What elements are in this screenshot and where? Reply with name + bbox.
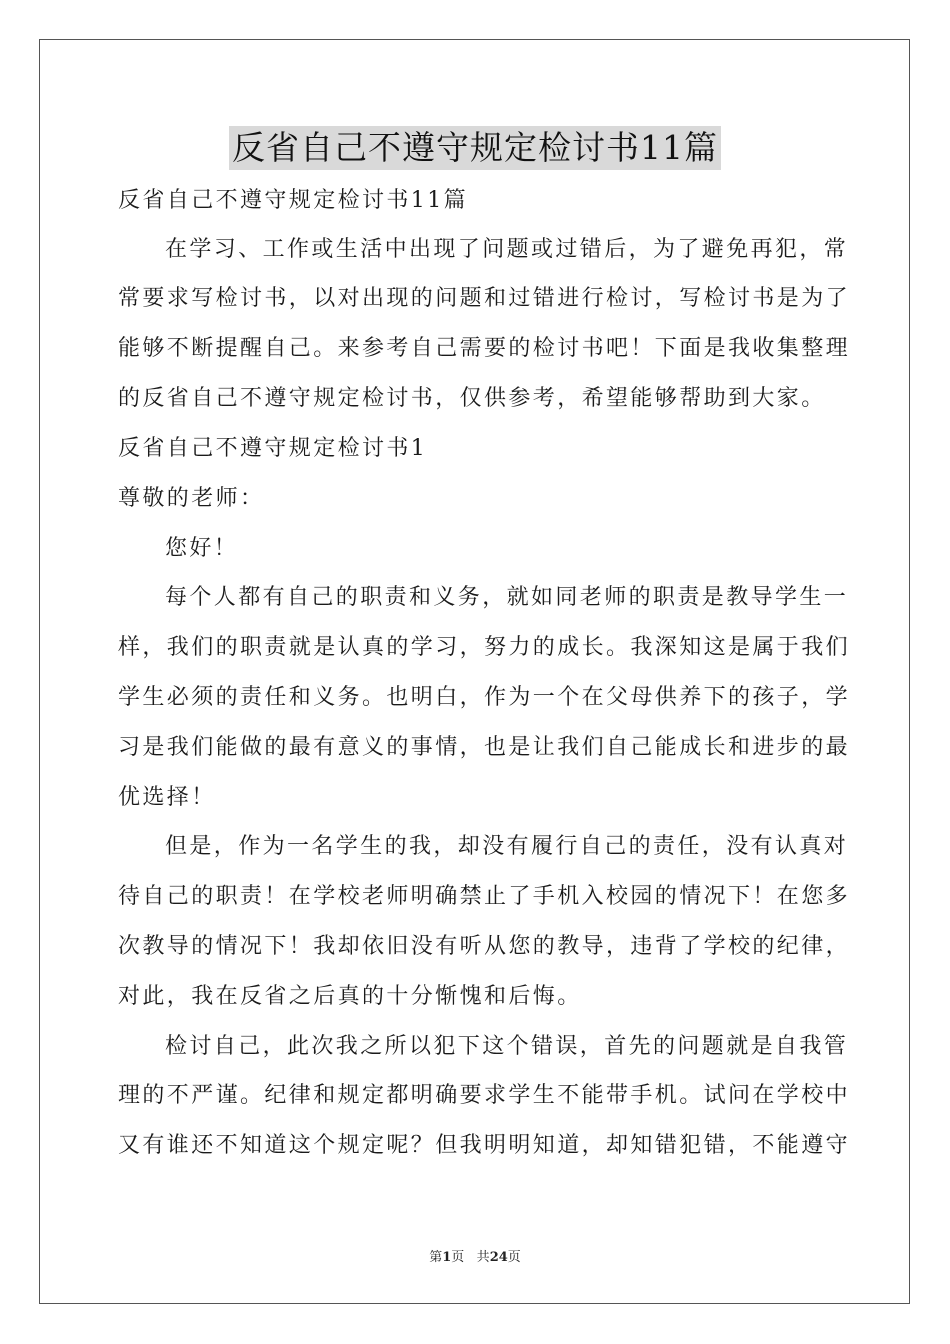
paragraph-line: 优选择！: [118, 785, 216, 810]
paragraph-line: 能够不断提醒自己。来参考自己需要的检讨书吧！下面是我收集整理: [118, 336, 851, 361]
paragraph-line: 样，我们的职责就是认真的学习，努力的成长。我深知这是属于我们: [118, 635, 851, 660]
paragraph-line: 但是，作为一名学生的我，却没有履行自己的责任，没有认真对: [165, 834, 849, 859]
page-suffix: 页: [451, 1250, 465, 1265]
paragraph-line: 学生必须的责任和义务。也明白，作为一个在父母供养下的孩子，学: [118, 685, 851, 710]
paragraph-line: 对此，我在反省之后真的十分惭愧和后悔。: [118, 984, 582, 1009]
total-suffix: 页: [507, 1250, 521, 1265]
page-total: 24: [489, 1250, 508, 1265]
page-prefix: 第: [429, 1250, 443, 1265]
page-current: 1: [442, 1250, 452, 1265]
salutation: 尊敬的老师：: [118, 486, 265, 511]
page-footer: [0, 1246, 950, 1265]
greeting: 您好！: [165, 536, 239, 561]
page-border: [39, 39, 910, 1304]
title-container: [0, 126, 950, 170]
paragraph-line: 待自己的职责！在学校老师明确禁止了手机入校园的情况下！在您多: [118, 884, 851, 909]
paragraph-line: 每个人都有自己的职责和义务，就如同老师的职责是教导学生一: [165, 585, 849, 610]
paragraph-line: 次教导的情况下！我却依旧没有听从您的教导，违背了学校的纪律，: [118, 934, 851, 959]
total-prefix: 共: [476, 1250, 490, 1265]
paragraph-line: 常要求写检讨书，以对出现的问题和过错进行检讨，写检讨书是为了: [118, 286, 851, 311]
paragraph-line: 理的不严谨。纪律和规定都明确要求学生不能带手机。试问在学校中: [118, 1083, 851, 1108]
section-heading: 反省自己不遵守规定检讨书1: [118, 436, 428, 461]
paragraph-line: 习是我们能做的最有意义的事情，也是让我们自己能成长和进步的最: [118, 735, 851, 760]
document-title: 反省自己不遵守规定检讨书11篇: [229, 126, 721, 170]
subtitle-line: 反省自己不遵守规定检讨书11篇: [118, 188, 468, 213]
paragraph-line: 的反省自己不遵守规定检讨书，仅供参考，希望能够帮助到大家。: [118, 386, 826, 411]
paragraph-line: 检讨自己，此次我之所以犯下这个错误，首先的问题就是自我管: [165, 1034, 849, 1059]
paragraph-line: 在学习、工作或生活中出现了问题或过错后，为了避免再犯，常: [165, 237, 849, 262]
paragraph-line: 又有谁还不知道这个规定呢？但我明明知道，却知错犯错，不能遵守: [118, 1133, 851, 1158]
